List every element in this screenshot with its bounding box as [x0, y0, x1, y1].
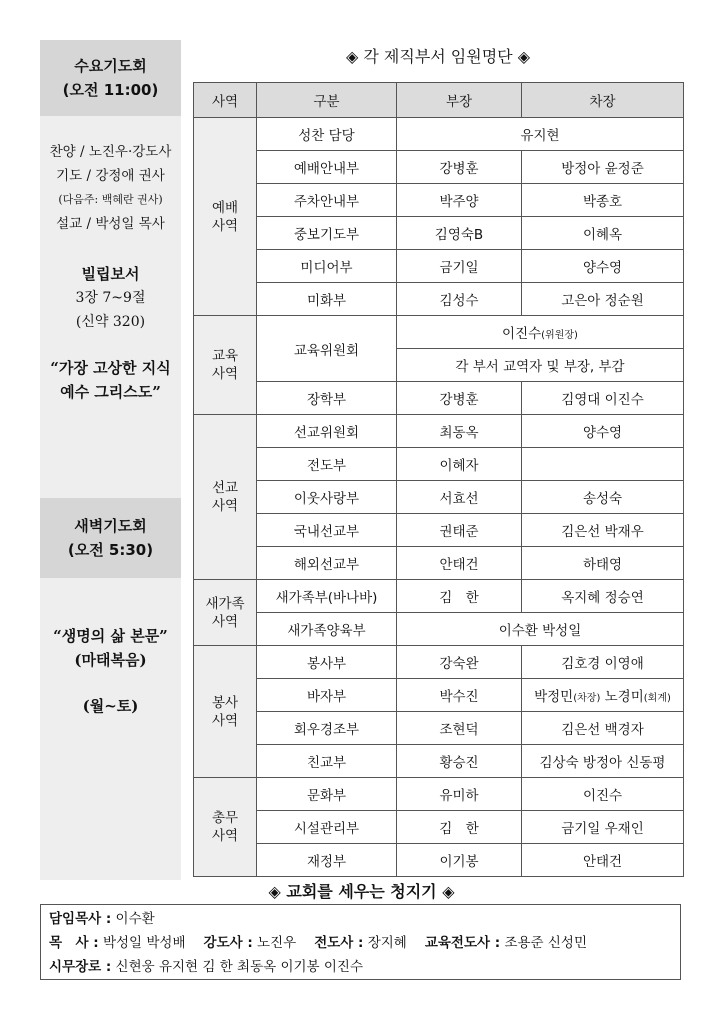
stewards-names: 신현웅 유지현 김 한 최동옥 이기봉 이진수 [111, 959, 364, 975]
table-row [194, 613, 684, 646]
senior-pastor-name: 이수환 [111, 911, 155, 927]
header-division: 구분 [257, 83, 397, 118]
table-row [194, 382, 684, 415]
dawn-service-title: 새벽기도회 [74, 517, 147, 535]
head-cell: 김 한 [397, 811, 522, 844]
table-row [194, 547, 684, 580]
senior-pastor-label: 담임목사 : [49, 911, 112, 927]
table-row [194, 250, 684, 283]
committee-chair: 이진수 [502, 326, 542, 342]
deputy-cell: 박종호 [522, 184, 684, 217]
dept-cell: 재정부 [257, 844, 397, 877]
preacher-name: 노진우 [252, 935, 297, 951]
head-cell: 이혜자 [397, 448, 522, 481]
head-cell: 이기봉 [397, 844, 522, 877]
dept-cell: 중보기도부 [257, 217, 397, 250]
wednesday-service-title: 수요기도회 [74, 57, 147, 75]
head-cell: 박주양 [397, 184, 522, 217]
pastor-label: 목 사 : [49, 935, 99, 951]
dept-cell: 새가족양육부 [257, 613, 397, 646]
head-cell: 금기일 [397, 250, 522, 283]
sector-worship: 예배 사역 [194, 118, 257, 316]
table-row [194, 811, 684, 844]
table-row [194, 118, 684, 151]
dawn-service-details [40, 624, 181, 718]
footer-line-elders [49, 955, 672, 979]
dept-cell: 이웃사랑부 [257, 481, 397, 514]
scripture-block [40, 262, 181, 334]
head-cell: 강병훈 [397, 151, 522, 184]
wednesday-service-header [40, 40, 181, 116]
table-row [194, 184, 684, 217]
sermon-title-block [40, 356, 181, 404]
bazaar-deputy-name2: 노경미 [600, 689, 644, 705]
deputy-cell: 방정아 윤정준 [522, 151, 684, 184]
dawn-line1: “생명의 삶 본문” [53, 627, 168, 645]
head-cell: 강병훈 [397, 382, 522, 415]
deputy-cell: 고은아 정순원 [522, 283, 684, 316]
evangelist-name: 장지혜 [363, 935, 407, 951]
table-row [194, 283, 684, 316]
preacher-label: 강도사 : [203, 935, 253, 951]
table-row [194, 778, 684, 811]
dept-cell: 미디어부 [257, 250, 397, 283]
sermon-by-line: 설교 / 박성일 목사 [56, 216, 165, 232]
evangelist-label: 전도사 : [314, 935, 364, 951]
dept-cell: 교육위원회 [257, 316, 397, 382]
committee-chair-note: (위원장) [541, 330, 578, 341]
sector-service: 봉사 사역 [194, 646, 257, 778]
dept-cell: 장학부 [257, 382, 397, 415]
merged-cell: 각 부서 교역자 및 부장, 부감 [397, 349, 684, 382]
table-row [194, 151, 684, 184]
table-row [194, 712, 684, 745]
table-row [194, 481, 684, 514]
dawn-line2: (마태복음) [74, 651, 147, 669]
head-cell: 강숙완 [397, 646, 522, 679]
head-cell: 조현덕 [397, 712, 522, 745]
deputy-cell: 금기일 우재인 [522, 811, 684, 844]
table-row [194, 844, 684, 877]
scripture-page: (신약 320) [75, 314, 146, 330]
deputy-cell: 김은선 박재우 [522, 514, 684, 547]
footer-box [40, 904, 681, 980]
table-row [194, 415, 684, 448]
head-cell: 최동옥 [397, 415, 522, 448]
merged-cell: 이수환 박성일 [397, 613, 684, 646]
pastor-names: 박성일 박성배 [98, 935, 186, 951]
dept-cell: 전도부 [257, 448, 397, 481]
dept-cell: 봉사부 [257, 646, 397, 679]
staff-table [193, 82, 684, 877]
stewards-label: 시무장로 : [49, 959, 112, 975]
dept-cell: 선교위원회 [257, 415, 397, 448]
edu-evangelist-label: 교육전도사 : [424, 935, 501, 951]
deputy-cell: 하태영 [522, 547, 684, 580]
deputy-cell: 김상숙 방정아 신동평 [522, 745, 684, 778]
dawn-service-header [40, 498, 181, 578]
dept-cell: 회우경조부 [257, 712, 397, 745]
footer-title: ◈ 교회를 세우는 청지기 ◈ [268, 882, 455, 901]
table-row [194, 217, 684, 250]
dawn-service-time: (오전 5:30) [67, 541, 154, 559]
sermon-title-line1: “가장 고상한 지식 [50, 359, 171, 377]
merged-cell: 유지현 [397, 118, 684, 151]
head-cell: 김성수 [397, 283, 522, 316]
head-cell: 유미하 [397, 778, 522, 811]
dept-cell: 예배안내부 [257, 151, 397, 184]
wednesday-service-details [40, 140, 181, 236]
deputy-cell [522, 448, 684, 481]
deputy-cell: 안태건 [522, 844, 684, 877]
sector-newfamily: 새가족 사역 [194, 580, 257, 646]
wednesday-service-time: (오전 11:00) [62, 81, 159, 99]
deputy-cell: 양수영 [522, 250, 684, 283]
head-cell: 안태건 [397, 547, 522, 580]
head-cell: 김영숙B [397, 217, 522, 250]
table-row [194, 448, 684, 481]
deputy-cell: 김영대 이진수 [522, 382, 684, 415]
footer-line-senior-pastor [49, 907, 672, 931]
head-cell: 박수진 [397, 679, 522, 712]
dawn-line3: (월~토) [82, 697, 139, 715]
dept-cell: 미화부 [257, 283, 397, 316]
scripture-reference: 3장 7~9절 [75, 290, 146, 306]
bazaar-deputy-note1: (차장) [573, 693, 601, 704]
header-head: 부장 [397, 83, 522, 118]
dept-cell: 국내선교부 [257, 514, 397, 547]
table-row [194, 679, 684, 712]
head-cell: 김 한 [397, 580, 522, 613]
scripture-title: 빌립보서 [81, 265, 140, 283]
bazaar-deputy-name1: 박정민 [534, 689, 574, 705]
deputy-cell: 이혜옥 [522, 217, 684, 250]
head-cell: 권태준 [397, 514, 522, 547]
dept-cell: 친교부 [257, 745, 397, 778]
table-header-row [194, 83, 684, 118]
praise-line: 찬양 / 노진우·강도사 [49, 144, 172, 160]
sidebar [40, 40, 181, 880]
dept-cell: 시설관리부 [257, 811, 397, 844]
table-row [194, 646, 684, 679]
edu-evangelist-names: 조용준 신성민 [500, 935, 587, 951]
table-row [194, 580, 684, 613]
dept-cell: 성찬 담당 [257, 118, 397, 151]
table-row [194, 514, 684, 547]
sermon-title-line2: 예수 그리스도” [60, 383, 161, 401]
deputy-cell: 옥지혜 정승연 [522, 580, 684, 613]
merged-cell [397, 316, 684, 349]
dept-cell: 해외선교부 [257, 547, 397, 580]
footer-line-ministers [49, 931, 672, 955]
deputy-cell: 김호경 이영애 [522, 646, 684, 679]
deputy-cell: 양수영 [522, 415, 684, 448]
table-title: ◈ 각 제직부서 임원명단 ◈ [345, 47, 531, 66]
header-deputy: 차장 [522, 83, 684, 118]
deputy-cell: 이진수 [522, 778, 684, 811]
deputy-cell: 김은선 백경자 [522, 712, 684, 745]
head-cell: 황승진 [397, 745, 522, 778]
bazaar-deputy-note2: (회계) [643, 693, 671, 704]
deputy-cell [522, 679, 684, 712]
next-prayer-line: (다음주: 백혜란 권사) [58, 193, 163, 206]
dept-cell: 문화부 [257, 778, 397, 811]
head-cell: 서효선 [397, 481, 522, 514]
dept-cell: 주차안내부 [257, 184, 397, 217]
sector-education: 교육 사역 [194, 316, 257, 415]
prayer-line: 기도 / 강정애 권사 [56, 168, 165, 184]
sector-admin: 총무 사역 [194, 778, 257, 877]
dept-cell: 바자부 [257, 679, 397, 712]
deputy-cell: 송성숙 [522, 481, 684, 514]
header-sector: 사역 [194, 83, 257, 118]
sector-mission: 선교 사역 [194, 415, 257, 580]
table-row [194, 745, 684, 778]
table-row [194, 316, 684, 349]
dept-cell: 새가족부(바나바) [257, 580, 397, 613]
